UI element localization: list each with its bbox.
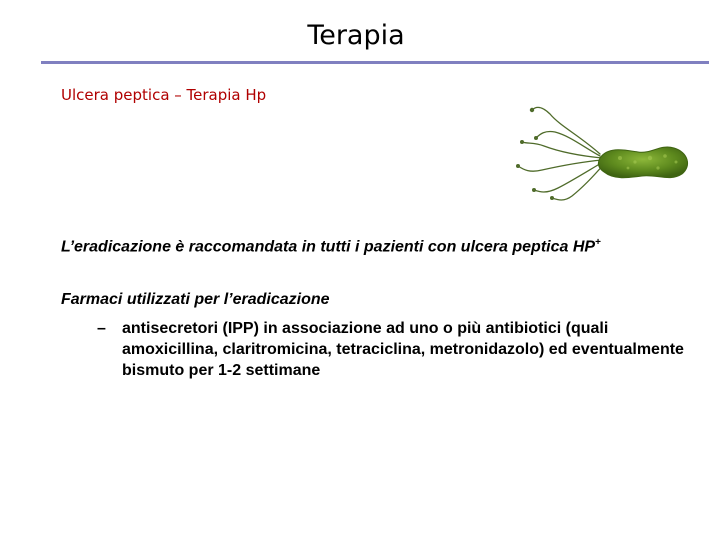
slide-title: Terapia [307,20,405,51]
bullet-dash: – [97,320,106,337]
drugs-heading: Farmaci utilizzati per l’eradicazione [61,291,330,308]
helicobacter-pylori-illustration [500,96,700,204]
eradication-statement [61,237,701,256]
drug-list-item [97,318,697,381]
drug-list-item-text: antisecretori (IPP) in associazione ad uno o più antibiotici (quali amoxicillina, claritromicina, tetraciclina, metronidazolo) ed eventualmente bismuto per 1-2 settimane [122,320,684,379]
slide-subtitle: Ulcera peptica – Terapia Hp [61,86,267,104]
eradication-statement-text: L’eradicazione è raccomandata in tutti i pazienti con ulcera peptica HP [61,238,596,256]
title-underline [41,61,709,64]
hp-positive-superscript: + [595,237,601,248]
